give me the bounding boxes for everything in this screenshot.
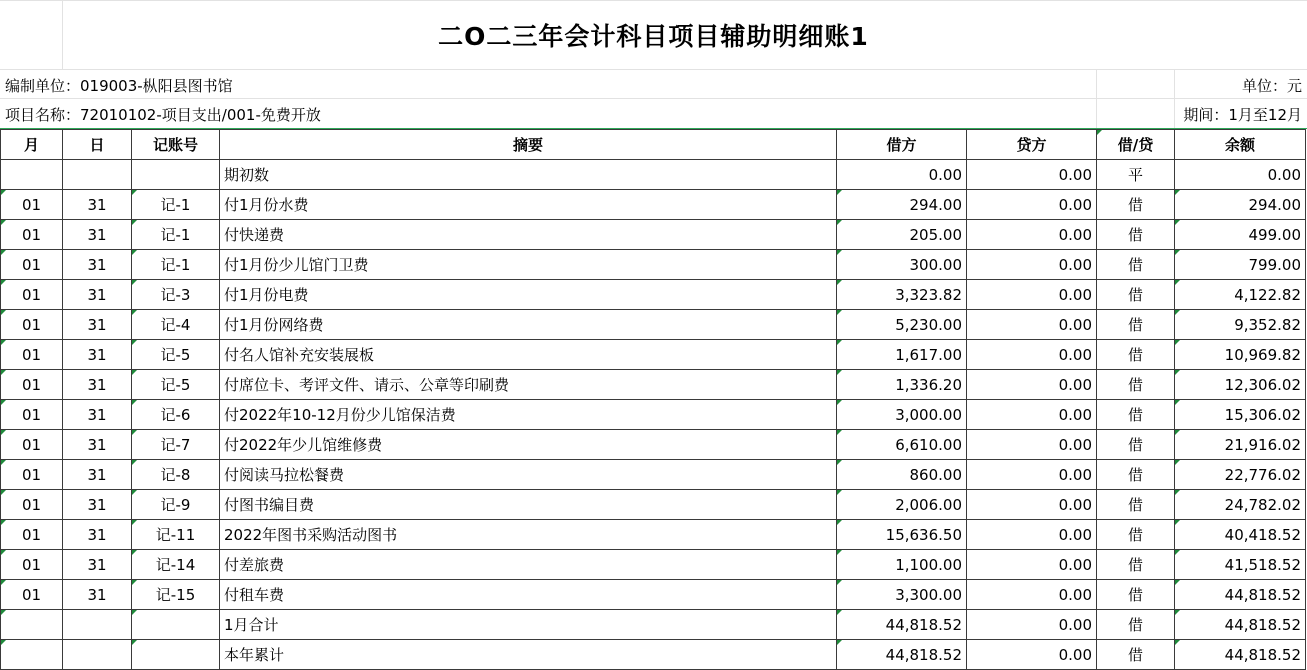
cell-balance[interactable]: 294.00 <box>1175 190 1306 220</box>
cell-balance[interactable]: 44,818.52 <box>1175 580 1306 610</box>
table-row <box>1 280 1306 310</box>
cell-day[interactable]: 31 <box>63 430 132 460</box>
header-voucher[interactable]: 记账号 <box>132 130 220 160</box>
cell-debit[interactable]: 5,230.00 <box>837 310 967 340</box>
cell-summary[interactable]: 付快递费 <box>220 220 837 250</box>
header-day[interactable]: 日 <box>63 130 132 160</box>
gridline <box>1096 70 1097 128</box>
cell-balance[interactable]: 24,782.02 <box>1175 490 1306 520</box>
header-balance[interactable]: 余额 <box>1175 130 1306 160</box>
cell-direction[interactable]: 借 <box>1097 250 1175 280</box>
cell-month[interactable]: 01 <box>1 490 63 520</box>
table-row <box>1 220 1306 250</box>
cell-credit[interactable]: 0.00 <box>967 550 1097 580</box>
cell-credit[interactable]: 0.00 <box>967 460 1097 490</box>
cell-direction[interactable]: 借 <box>1097 490 1175 520</box>
table-row <box>1 520 1306 550</box>
cell-summary[interactable]: 付租车费 <box>220 580 837 610</box>
cell-voucher[interactable]: 记-1 <box>132 220 220 250</box>
header-debit[interactable]: 借方 <box>837 130 967 160</box>
cell-day[interactable]: 31 <box>63 520 132 550</box>
table-row <box>1 400 1306 430</box>
cell-debit[interactable]: 1,617.00 <box>837 340 967 370</box>
table-row <box>1 250 1306 280</box>
cell-debit[interactable]: 3,323.82 <box>837 280 967 310</box>
ledger-table <box>0 129 1306 670</box>
cell-voucher[interactable]: 记-1 <box>132 250 220 280</box>
cell-day[interactable]: 31 <box>63 280 132 310</box>
cell-credit[interactable]: 0.00 <box>967 340 1097 370</box>
cell-voucher[interactable]: 记-9 <box>132 490 220 520</box>
unit-label[interactable]: 编制单位：019003-枞阳县图书馆 <box>5 77 233 95</box>
cell-voucher[interactable]: 记-7 <box>132 430 220 460</box>
cell-summary[interactable]: 付名人馆补充安装展板 <box>220 340 837 370</box>
cell-summary[interactable]: 2022年图书采购活动图书 <box>220 520 837 550</box>
cell-summary[interactable]: 付1月份电费 <box>220 280 837 310</box>
cell-day[interactable]: 31 <box>63 250 132 280</box>
cell-day[interactable]: 31 <box>63 490 132 520</box>
report-title[interactable]: 二O二三年会计科目项目辅助明细账1 <box>438 22 869 51</box>
cell-voucher[interactable]: 记-5 <box>132 340 220 370</box>
cell-summary[interactable]: 付1月份少儿馆门卫费 <box>220 250 837 280</box>
cell-month[interactable]: 01 <box>1 190 63 220</box>
header-row <box>1 130 1306 160</box>
cell-credit[interactable]: 0.00 <box>967 220 1097 250</box>
cell-debit[interactable]: 2,006.00 <box>837 490 967 520</box>
cell-credit[interactable]: 0.00 <box>967 490 1097 520</box>
cell-day[interactable]: 31 <box>63 220 132 250</box>
cell-direction[interactable]: 借 <box>1097 190 1175 220</box>
cell-voucher[interactable]: 记-6 <box>132 400 220 430</box>
cell-balance[interactable]: 44,818.52 <box>1175 640 1306 670</box>
cell-debit[interactable]: 294.00 <box>837 190 967 220</box>
cell-direction[interactable]: 借 <box>1097 580 1175 610</box>
cell-credit[interactable]: 0.00 <box>967 190 1097 220</box>
cell-month[interactable]: 01 <box>1 520 63 550</box>
cell-month[interactable]: 01 <box>1 400 63 430</box>
table-row <box>1 370 1306 400</box>
period-label[interactable]: 期间：1月至12月 <box>1183 106 1302 124</box>
cell-voucher[interactable]: 记-8 <box>132 460 220 490</box>
cell-day[interactable] <box>63 640 132 670</box>
cell-voucher[interactable] <box>132 640 220 670</box>
cell-direction[interactable]: 借 <box>1097 520 1175 550</box>
cell-direction[interactable]: 借 <box>1097 460 1175 490</box>
header-summary[interactable]: 摘要 <box>220 130 837 160</box>
cell-voucher[interactable]: 记-5 <box>132 370 220 400</box>
cell-credit[interactable]: 0.00 <box>967 430 1097 460</box>
table-row <box>1 460 1306 490</box>
table-row <box>1 610 1306 640</box>
table-row <box>1 340 1306 370</box>
cell-summary[interactable]: 付席位卡、考评文件、请示、公章等印刷费 <box>220 370 837 400</box>
table-row <box>1 190 1306 220</box>
cell-summary[interactable]: 本年累计 <box>220 640 837 670</box>
project-label[interactable]: 项目名称：72010102-项目支出/001-免费开放 <box>5 106 321 124</box>
cell-month[interactable]: 01 <box>1 460 63 490</box>
cell-debit[interactable]: 0.00 <box>837 160 967 190</box>
cell-voucher[interactable]: 记-15 <box>132 580 220 610</box>
table-row <box>1 310 1306 340</box>
cell-debit[interactable]: 3,000.00 <box>837 400 967 430</box>
cell-voucher[interactable] <box>132 610 220 640</box>
cell-debit[interactable]: 44,818.52 <box>837 640 967 670</box>
cell-day[interactable]: 31 <box>63 580 132 610</box>
cell-month[interactable]: 01 <box>1 370 63 400</box>
cell-debit[interactable]: 15,636.50 <box>837 520 967 550</box>
cell-balance[interactable]: 21,916.02 <box>1175 430 1306 460</box>
cell-balance[interactable]: 799.00 <box>1175 250 1306 280</box>
cell-summary[interactable]: 1月合计 <box>220 610 837 640</box>
cell-day[interactable]: 31 <box>63 370 132 400</box>
header-direction[interactable]: 借/贷 <box>1097 130 1175 160</box>
cell-month[interactable]: 01 <box>1 310 63 340</box>
cell-direction[interactable]: 借 <box>1097 550 1175 580</box>
cell-month[interactable]: 01 <box>1 340 63 370</box>
cell-balance[interactable]: 4,122.82 <box>1175 280 1306 310</box>
cell-direction[interactable]: 借 <box>1097 310 1175 340</box>
cell-summary[interactable]: 付差旅费 <box>220 550 837 580</box>
cell-voucher[interactable] <box>132 160 220 190</box>
cell-summary[interactable]: 付阅读马拉松餐费 <box>220 460 837 490</box>
header-month[interactable]: 月 <box>1 130 63 160</box>
cell-direction[interactable]: 借 <box>1097 280 1175 310</box>
cell-month[interactable]: 01 <box>1 430 63 460</box>
header-credit[interactable]: 贷方 <box>967 130 1097 160</box>
cell-day[interactable]: 31 <box>63 310 132 340</box>
table-row <box>1 430 1306 460</box>
cell-balance[interactable]: 0.00 <box>1175 160 1306 190</box>
cell-month[interactable]: 01 <box>1 220 63 250</box>
cell-voucher[interactable]: 记-4 <box>132 310 220 340</box>
cell-debit[interactable]: 205.00 <box>837 220 967 250</box>
cell-balance[interactable]: 15,306.02 <box>1175 400 1306 430</box>
table-row <box>1 580 1306 610</box>
cell-credit[interactable]: 0.00 <box>967 310 1097 340</box>
cell-summary[interactable]: 付2022年少儿馆维修费 <box>220 430 837 460</box>
table-row <box>1 160 1306 190</box>
cell-debit[interactable]: 1,100.00 <box>837 550 967 580</box>
cell-day[interactable] <box>63 160 132 190</box>
cell-balance[interactable]: 12,306.02 <box>1175 370 1306 400</box>
cell-debit[interactable]: 6,610.00 <box>837 430 967 460</box>
cell-direction[interactable]: 借 <box>1097 400 1175 430</box>
cell-day[interactable] <box>63 610 132 640</box>
cell-summary[interactable]: 期初数 <box>220 160 837 190</box>
cell-voucher[interactable]: 记-3 <box>132 280 220 310</box>
gridline <box>1174 70 1175 128</box>
cell-debit[interactable]: 1,336.20 <box>837 370 967 400</box>
cell-voucher[interactable]: 记-1 <box>132 190 220 220</box>
cell-day[interactable]: 31 <box>63 190 132 220</box>
cell-balance[interactable]: 22,776.02 <box>1175 460 1306 490</box>
cell-debit[interactable]: 3,300.00 <box>837 580 967 610</box>
cell-debit[interactable]: 860.00 <box>837 460 967 490</box>
cell-direction[interactable]: 平 <box>1097 160 1175 190</box>
cell-direction[interactable]: 借 <box>1097 370 1175 400</box>
cell-month[interactable] <box>1 640 63 670</box>
cell-credit[interactable]: 0.00 <box>967 610 1097 640</box>
cell-direction[interactable]: 借 <box>1097 640 1175 670</box>
cell-month[interactable]: 01 <box>1 580 63 610</box>
cell-balance[interactable]: 9,352.82 <box>1175 310 1306 340</box>
cell-day[interactable]: 31 <box>63 460 132 490</box>
cell-balance[interactable]: 40,418.52 <box>1175 520 1306 550</box>
cell-balance[interactable]: 10,969.82 <box>1175 340 1306 370</box>
cell-direction[interactable]: 借 <box>1097 220 1175 250</box>
cell-credit[interactable]: 0.00 <box>967 370 1097 400</box>
cell-credit[interactable]: 0.00 <box>967 280 1097 310</box>
cell-month[interactable]: 01 <box>1 250 63 280</box>
cell-direction[interactable]: 借 <box>1097 430 1175 460</box>
cell-month[interactable]: 01 <box>1 280 63 310</box>
cell-credit[interactable]: 0.00 <box>967 640 1097 670</box>
cell-voucher[interactable]: 记-11 <box>132 520 220 550</box>
cell-credit[interactable]: 0.00 <box>967 160 1097 190</box>
cell-day[interactable]: 31 <box>63 340 132 370</box>
table-row <box>1 640 1306 670</box>
cell-credit[interactable]: 0.00 <box>967 250 1097 280</box>
cell-summary[interactable]: 付2022年10-12月份少儿馆保洁费 <box>220 400 837 430</box>
cell-day[interactable]: 31 <box>63 550 132 580</box>
cell-credit[interactable]: 0.00 <box>967 400 1097 430</box>
cell-summary[interactable]: 付图书编目费 <box>220 490 837 520</box>
cell-summary[interactable]: 付1月份网络费 <box>220 310 837 340</box>
cell-month[interactable] <box>1 610 63 640</box>
cell-credit[interactable]: 0.00 <box>967 520 1097 550</box>
cell-balance[interactable]: 41,518.52 <box>1175 550 1306 580</box>
table-row <box>1 490 1306 520</box>
cell-direction[interactable]: 借 <box>1097 340 1175 370</box>
cell-credit[interactable]: 0.00 <box>967 580 1097 610</box>
cell-month[interactable] <box>1 160 63 190</box>
cell-day[interactable]: 31 <box>63 400 132 430</box>
cell-summary[interactable]: 付1月份水费 <box>220 190 837 220</box>
cell-debit[interactable]: 44,818.52 <box>837 610 967 640</box>
table-row <box>1 550 1306 580</box>
cell-voucher[interactable]: 记-14 <box>132 550 220 580</box>
cell-month[interactable]: 01 <box>1 550 63 580</box>
cell-balance[interactable]: 44,818.52 <box>1175 610 1306 640</box>
currency-label[interactable]: 单位：元 <box>1241 77 1302 95</box>
cell-balance[interactable]: 499.00 <box>1175 220 1306 250</box>
cell-debit[interactable]: 300.00 <box>837 250 967 280</box>
cell-direction[interactable]: 借 <box>1097 610 1175 640</box>
